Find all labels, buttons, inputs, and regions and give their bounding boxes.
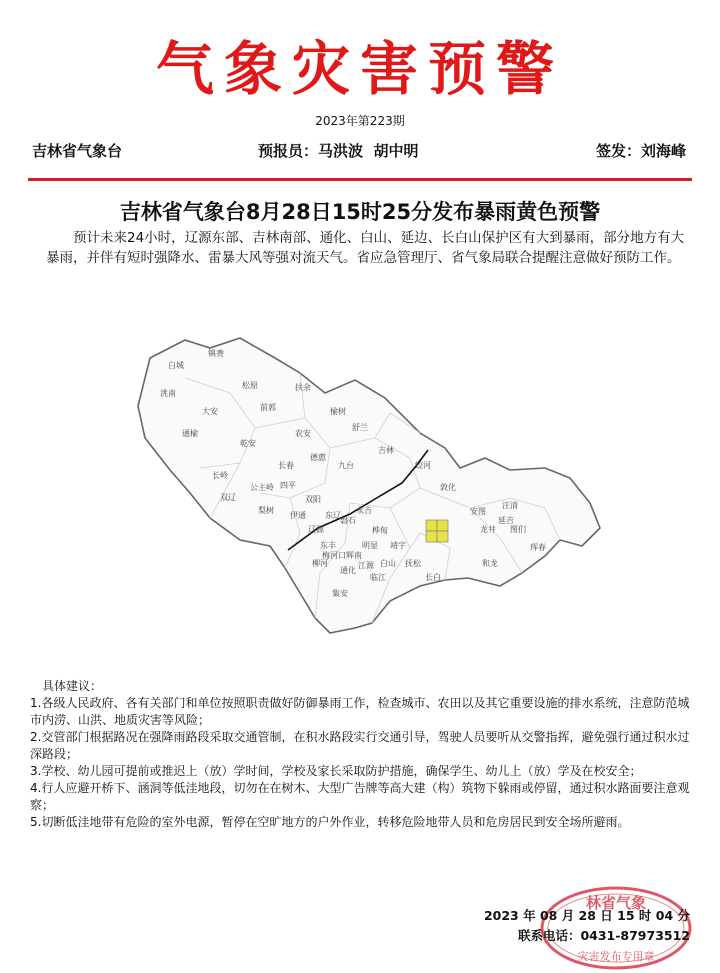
map-place-label: 扶余 xyxy=(295,383,311,392)
map-place-label: 靖宇 xyxy=(390,541,406,550)
map-place-label: 双阳 xyxy=(305,495,321,504)
map-place-label: 九台 xyxy=(338,461,354,470)
advice-item: 2.交管部门根据路况在强降雨路段采取交通管制，在积水路段实行交通引导，驾驶人员要听从交警指挥，避免强行通过积水过深路段； xyxy=(30,730,690,761)
map-place-label: 农安 xyxy=(295,429,311,438)
map-place-label: 长春 xyxy=(278,461,294,470)
warning-summary: 预计未来24小时，辽源东部、吉林南部、通化、白山、延边、长白山保护区有大到暴雨，部分地方有大暴雨，并伴有短时强降水、雷暴大风等强对流天气。省应急管理厅、省气象局联合提醒注意做好预防工作。 xyxy=(46,230,685,266)
map-place-label: 松原 xyxy=(242,381,258,390)
advice-item: 3.学校、幼儿园可提前或推迟上（放）学时间，学校及家长采取防护措施，确保学生、幼儿上（放）学及在校安全； xyxy=(30,764,642,778)
map-place-label: 东丰 xyxy=(320,541,336,550)
warning-zone xyxy=(426,520,448,542)
contact-phone: 联系电话：0431-87973512 xyxy=(517,928,690,943)
map-place-label: 明显 xyxy=(362,541,378,550)
map-place-label: 大安 xyxy=(202,407,218,416)
map-svg xyxy=(90,318,650,658)
map-place-label: 四平 xyxy=(280,481,296,490)
issue-number: 2023年第223期 xyxy=(315,114,405,128)
warning-cell-2 xyxy=(437,520,448,531)
map-place-label: 图们 xyxy=(510,525,526,534)
map-place-label: 珲春 xyxy=(530,543,546,552)
map-place-label: 蛟河 xyxy=(415,461,431,470)
issuer: 吉林省气象台 xyxy=(32,142,123,160)
map-place-label: 榆树 xyxy=(330,407,346,416)
map-place-label: 白城 xyxy=(168,361,184,370)
advice-intro: 具体建议： xyxy=(42,679,103,693)
advice-item: 1.各级人民政府、各有关部门和单位按照职责做好防御暴雨工作，检查城市、农田以及其它重要设施的排水系统，注意防范城市内涝、山洪、地质灾害等风险； xyxy=(30,696,690,727)
signer-label: 签发： xyxy=(595,142,641,160)
map-place-label: 舒兰 xyxy=(352,423,368,432)
map-place-label: 集安 xyxy=(332,589,348,598)
warning-cell-3 xyxy=(426,531,437,542)
map-place-label: 伊通 xyxy=(290,511,306,520)
map-place-label: 镇赉 xyxy=(208,349,224,358)
issue-datetime: 2023 年 08 月 28 日 15 时 04 分 xyxy=(483,908,690,923)
warning-cell-1 xyxy=(426,520,437,531)
map-place-label: 梅河口 xyxy=(322,551,346,560)
map-place-label: 桦甸 xyxy=(372,526,388,535)
forecasters xyxy=(258,140,418,161)
seal-bottom-text: 灾害发布专用章 xyxy=(577,950,655,963)
map-place-label: 柳河 xyxy=(312,559,328,568)
official-seal xyxy=(536,880,696,970)
map-place-label: 抚松 xyxy=(405,559,421,568)
warning-title: 吉林省气象台8月28日15时25分发布暴雨黄色预警 xyxy=(119,200,601,224)
map-place-label: 吉林 xyxy=(378,446,394,455)
advice-item: 5.切断低洼地带有危险的室外电源，暂停在空旷地方的户外作业，转移危险地带人员和危房居民到安全场所避雨。 xyxy=(30,815,630,829)
advice-item: 4.行人应避开桥下、涵洞等低洼地段，切勿在在树木、大型广告牌等高大建（构）筑物下躲雨或停留，通过积水路面要注意观察； xyxy=(30,781,690,812)
map-place-label: 通化 xyxy=(340,566,356,575)
map-place-label: 乾安 xyxy=(240,439,256,448)
map-place-label: 双辽 xyxy=(220,493,236,502)
seal-top-text: 林省气象 xyxy=(585,894,647,912)
map-place-label: 白山 xyxy=(380,559,396,568)
map-place-label: 延吉 xyxy=(498,516,514,525)
map-place-label: 德惠 xyxy=(310,453,326,462)
signer xyxy=(596,140,686,161)
map-place-label: 东辽 xyxy=(325,511,341,520)
map-place-label: 辉南 xyxy=(346,551,362,560)
province-outline xyxy=(138,338,600,633)
warning-cell-4 xyxy=(437,531,448,542)
map-place-label: 洮南 xyxy=(160,389,176,398)
map-place-label: 前郭 xyxy=(260,403,276,412)
map-place-label: 梨树 xyxy=(258,506,274,515)
province-map xyxy=(90,318,650,658)
forecaster-names: 马洪波 胡中明 xyxy=(318,142,419,160)
map-place-label: 长岭 xyxy=(212,471,228,480)
map-place-label: 汪清 xyxy=(502,501,518,510)
map-place-label: 临江 xyxy=(370,573,386,582)
map-place-label: 和龙 xyxy=(482,559,498,568)
red-divider xyxy=(28,178,692,181)
map-place-label: 通榆 xyxy=(182,429,198,438)
signer-name: 刘海峰 xyxy=(640,142,686,160)
map-place-label: 安图 xyxy=(470,507,486,516)
map-place-label: 龙井 xyxy=(480,525,496,534)
map-place-label: 长白 xyxy=(425,573,441,582)
advice-section xyxy=(30,678,696,831)
forecaster-label: 预报员： xyxy=(258,142,319,160)
document-title: 气象灾害预警 xyxy=(155,35,564,103)
map-place-label: 江源 xyxy=(358,561,374,570)
map-place-label: 辽源 xyxy=(308,525,324,534)
map-place-label: 磐石 xyxy=(340,516,356,525)
map-place-label: 永吉 xyxy=(356,506,372,515)
map-place-label: 公主岭 xyxy=(250,483,274,492)
map-place-label: 敦化 xyxy=(440,483,456,492)
